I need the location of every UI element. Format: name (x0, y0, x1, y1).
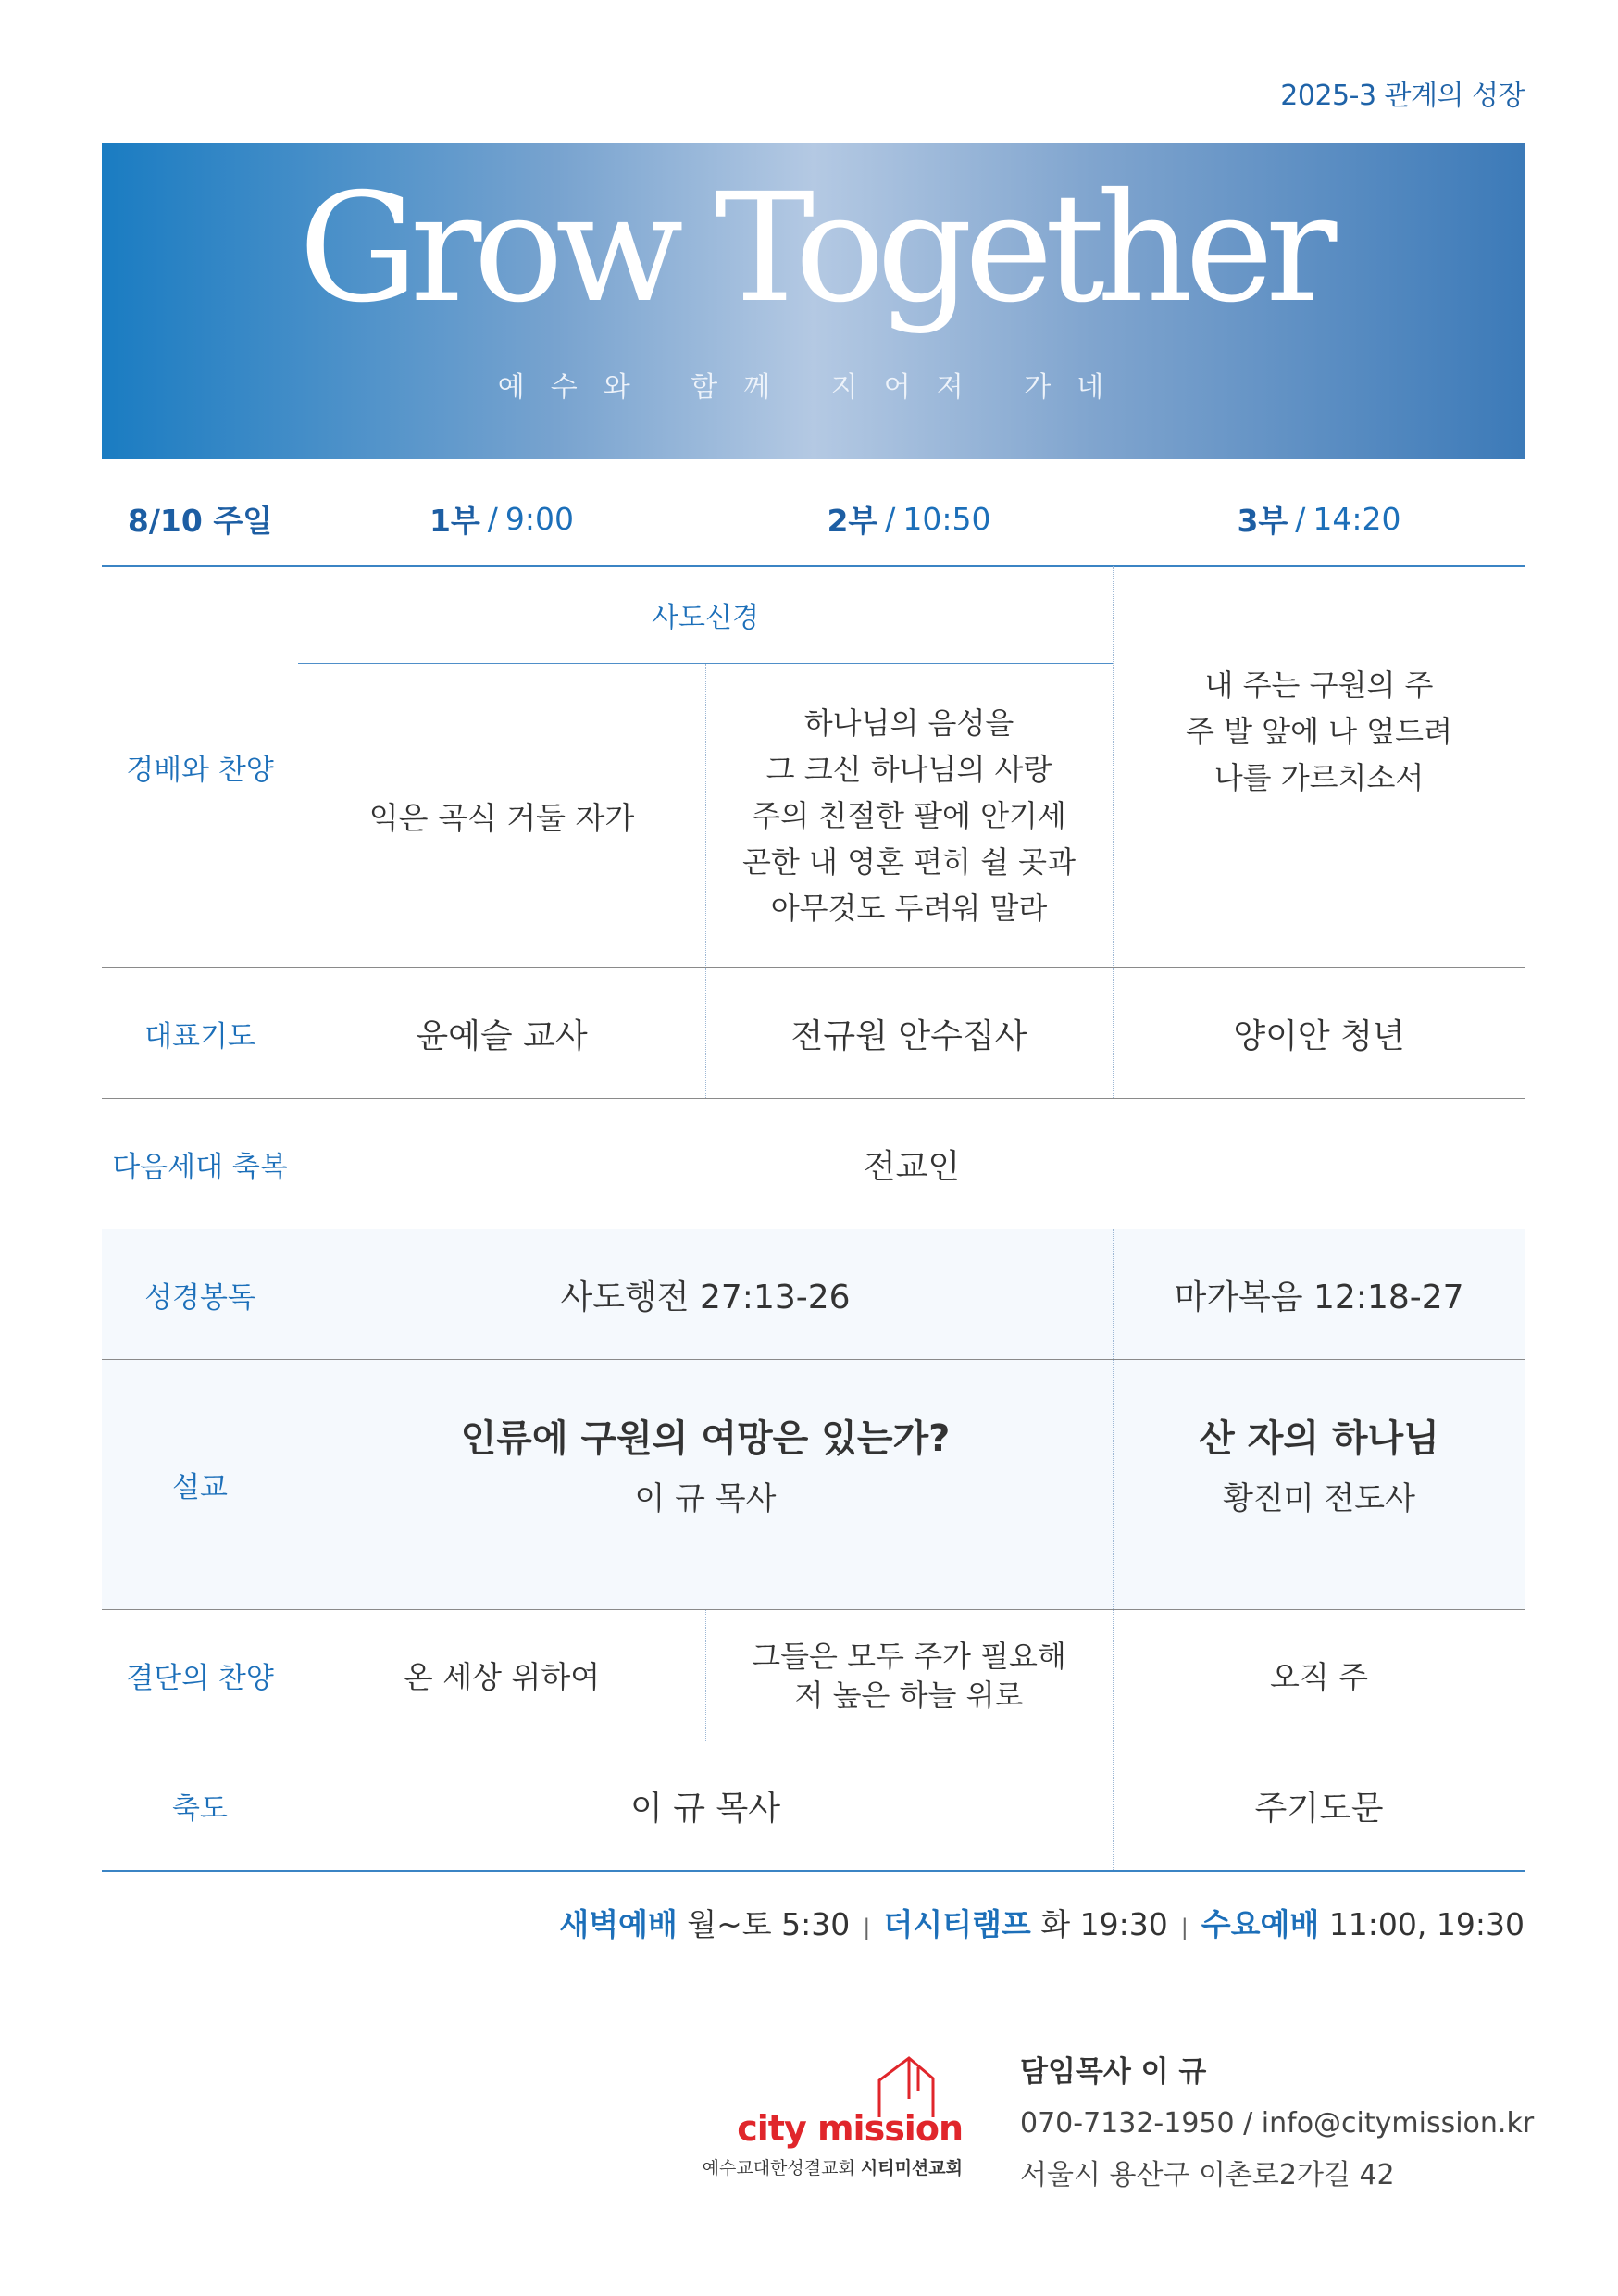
banner (102, 143, 1525, 459)
service-2-header: 2부 / 10:50 (705, 489, 1113, 548)
schedule-name: 수요예배 (1201, 1906, 1320, 1942)
reading-service-3: 마가복음 12:18-27 (1174, 1278, 1464, 1316)
response-song-service-1: 온 세상 위하여 (403, 1659, 601, 1695)
worship-song: 나를 가르치소서 (1214, 760, 1425, 795)
prayer-service-3: 양이안 청년 (1233, 1017, 1405, 1055)
service-3-header: 3부 / 14:20 (1113, 489, 1525, 548)
worship-song: 내 주는 구원의 주 (1204, 668, 1434, 703)
service-2-time: 10:50 (902, 500, 991, 537)
church-name-bold: 시티미션교회 (860, 2158, 963, 2178)
banner-title: Grow Together (298, 162, 1329, 336)
sermon-speaker: 이 규 목사 (634, 1479, 777, 1517)
worship-song: 그 크신 하나님의 사랑 (765, 752, 1052, 787)
schedule-name: 새벽예배 (559, 1906, 678, 1942)
series-title: 2025-3 관계의 성장 (1280, 80, 1525, 112)
worship-song: 곤한 내 영혼 편히 쉴 곳과 (742, 844, 1076, 880)
banner-subtitle: 예수와 함께 지어져 가네 (497, 371, 1130, 404)
apostles-creed: 사도신경 (652, 601, 759, 634)
schedule-name: 더시티램프 (883, 1906, 1031, 1942)
service-3-time: 14:20 (1313, 500, 1401, 537)
worship-songs-service-2 (705, 664, 1113, 967)
city-mission-logo (666, 2051, 963, 2180)
worship-label: 경배와 찬양 (126, 753, 274, 787)
worship-song: 주 발 앞에 나 엎드려 (1186, 714, 1452, 749)
benediction-services-1-2: 이 규 목사 (630, 1790, 780, 1828)
blessing-label: 다음세대 축복 (112, 1150, 288, 1184)
sermon-title: 인류에 구원의 여망은 있는가? (460, 1416, 951, 1460)
response-song: 저 높은 하늘 위로 (794, 1677, 1024, 1713)
sermon-services-1-2 (298, 1360, 1113, 1609)
sermon-label: 설교 (172, 1471, 228, 1504)
blessing-all-services: 전교인 (863, 1147, 961, 1186)
sermon-title: 산 자의 하나님 (1199, 1416, 1439, 1460)
worship-song: 주의 친절한 팔에 안기세 (752, 798, 1066, 833)
address: 서울시 용산구 이촌로2가길 42 (1020, 2159, 1395, 2191)
schedule-time: 11:00, 19:30 (1328, 1906, 1525, 1942)
schedule-time: 화 19:30 (1040, 1906, 1168, 1942)
phone-email: 070-7132-1950 / info@citymission.kr (1020, 2107, 1535, 2140)
response-songs-service-2 (705, 1610, 1113, 1741)
sermon-service-3 (1113, 1360, 1525, 1609)
senior-pastor: 담임목사 이 규 (1020, 2055, 1207, 2089)
response-song: 그들은 모두 주가 필요해 (752, 1638, 1066, 1674)
service-1-name: 1부 (429, 502, 480, 539)
worship-songs-service-3 (1113, 566, 1525, 967)
reading-label: 성경봉독 (144, 1280, 255, 1315)
weekly-schedule: 새벽예배 월~토 5:30 | 더시티램프 화 19:30 | 수요예배 11:00, 19:30 (559, 1906, 1525, 1942)
schedule-time: 월~토 5:30 (687, 1906, 851, 1942)
church-name (703, 2154, 963, 2179)
service-2-name: 2부 (827, 502, 878, 539)
reading-services-1-2: 사도행전 27:13-26 (560, 1278, 851, 1316)
service-date: 8/10 주일 (127, 502, 273, 539)
sermon-speaker: 황진미 전도사 (1223, 1479, 1415, 1517)
prayer-service-2: 전규원 안수집사 (790, 1017, 1027, 1055)
table-bottom-rule (102, 1870, 1525, 1872)
benediction-label: 축도 (172, 1792, 228, 1826)
prayer-label: 대표기도 (144, 1019, 255, 1054)
worship-song: 아무것도 두려워 말라 (770, 891, 1048, 926)
response-song-label: 결단의 찬양 (126, 1662, 274, 1695)
service-1-header: 1부 / 9:00 (298, 489, 705, 548)
contact-info (1020, 2046, 1534, 2202)
benediction-service-3: 주기도문 (1254, 1790, 1384, 1828)
worship-song-service-1: 익은 곡식 거둘 자가 (368, 799, 635, 836)
service-1-time: 9:00 (504, 500, 575, 537)
denomination: 예수교대한성결교회 (702, 2158, 855, 2178)
brand-name: city mission (737, 2108, 963, 2149)
response-song-service-3: 오직 주 (1269, 1659, 1369, 1695)
service-3-name: 3부 (1237, 502, 1288, 539)
worship-song: 하나님의 음성을 (803, 705, 1014, 741)
prayer-service-1: 윤예슬 교사 (416, 1017, 588, 1055)
